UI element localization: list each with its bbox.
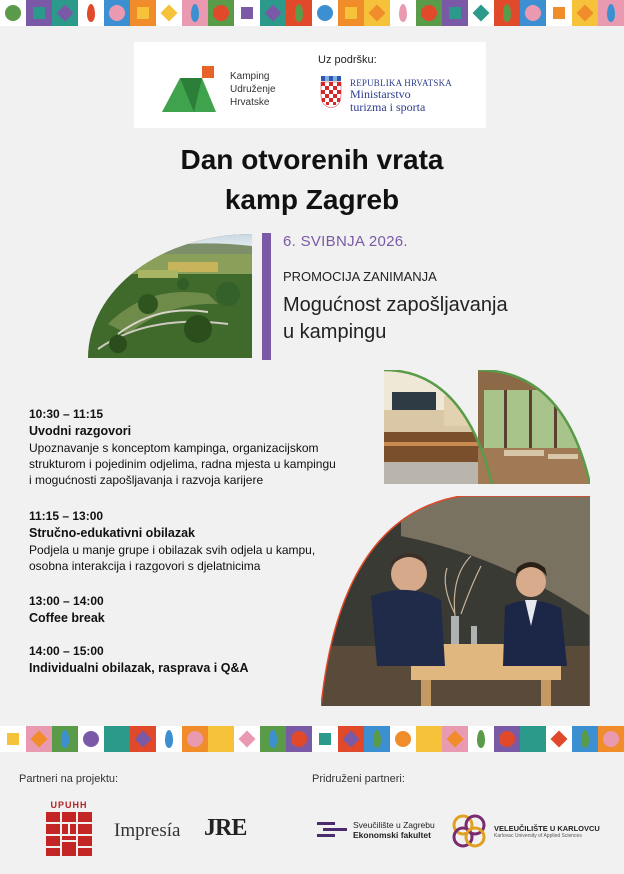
decorative-tile-shape bbox=[369, 5, 386, 22]
decorative-tile bbox=[104, 726, 130, 752]
decorative-tile bbox=[572, 0, 598, 26]
decorative-tile-shape bbox=[191, 4, 199, 22]
decorative-tile-shape bbox=[551, 731, 568, 748]
decorative-tile bbox=[104, 0, 130, 26]
schedule-title: Stručno-edukativni obilazak bbox=[29, 526, 196, 540]
decorative-tile bbox=[26, 726, 52, 752]
decorative-tile bbox=[0, 0, 26, 26]
event-category: PROMOCIJA ZANIMANJA bbox=[283, 269, 437, 284]
decorative-tile-shape bbox=[503, 4, 511, 22]
decorative-tile-shape bbox=[295, 4, 303, 22]
decorative-tile-shape bbox=[399, 4, 407, 22]
decorative-tile bbox=[130, 726, 156, 752]
upuhh-logo-text: UPUHH bbox=[50, 800, 88, 810]
decorative-tile-shape bbox=[31, 731, 48, 748]
decorative-tile-shape bbox=[265, 5, 282, 22]
schedule-description bbox=[29, 542, 315, 574]
schedule-description bbox=[29, 440, 336, 488]
decorative-tile bbox=[156, 726, 182, 752]
decorative-tile-shape bbox=[215, 733, 227, 745]
decorative-tile-shape bbox=[581, 730, 589, 748]
decorative-tile bbox=[78, 726, 104, 752]
unizg-logo-line: Ekonomski fakultet bbox=[353, 830, 431, 840]
decorative-tile-shape bbox=[187, 731, 203, 747]
unizg-efzg-logo bbox=[317, 820, 435, 843]
decorative-tile bbox=[156, 0, 182, 26]
ministry-name-line2: turizma i sporta bbox=[350, 100, 426, 114]
decorative-tile bbox=[52, 0, 78, 26]
event-date: 6. SVIBNJA 2026. bbox=[283, 233, 408, 250]
unizg-logo-icon bbox=[317, 822, 347, 838]
decorative-tile bbox=[364, 726, 390, 752]
decorative-tile bbox=[234, 0, 260, 26]
decorative-tile bbox=[468, 0, 494, 26]
schedule-item bbox=[29, 406, 336, 488]
schedule-time: 14:00 – 15:00 bbox=[29, 644, 104, 658]
vuka-logo-icon bbox=[450, 812, 488, 850]
decorative-tile bbox=[390, 726, 416, 752]
decorative-tile bbox=[338, 726, 364, 752]
decorative-tile bbox=[546, 726, 572, 752]
schedule-time: 10:30 – 11:15 bbox=[29, 407, 104, 421]
unizg-logo-text bbox=[353, 820, 435, 840]
schedule-description-line: strukturom i pojedinim odjelima, radna mjesta u kampingu bbox=[29, 457, 336, 471]
ministry-logo-text bbox=[350, 78, 452, 114]
kamping-udruzenje-logo-icon bbox=[160, 66, 222, 116]
schedule-title: Individualni obilazak, rasprava i Q&A bbox=[29, 661, 249, 675]
decorative-tile bbox=[468, 726, 494, 752]
jre-logo: JRE bbox=[204, 815, 247, 841]
schedule-description-line: Podjela u manje grupe i obilazak svih odjela u kampu, bbox=[29, 543, 316, 557]
decorative-tile-shape bbox=[603, 731, 619, 747]
decorative-tile-shape bbox=[319, 733, 331, 745]
decorative-tile bbox=[494, 726, 520, 752]
decorative-tile-shape bbox=[57, 5, 74, 22]
decorative-tile bbox=[208, 0, 234, 26]
kamping-logo-line: Hrvatske bbox=[230, 97, 270, 108]
decorative-tile-shape bbox=[395, 731, 411, 747]
decorative-tile-shape bbox=[577, 5, 594, 22]
decorative-tile bbox=[416, 0, 442, 26]
schedule-time: 11:15 – 13:00 bbox=[29, 509, 104, 523]
decorative-tile bbox=[598, 0, 624, 26]
decorative-tile-shape bbox=[473, 5, 490, 22]
event-headline bbox=[283, 292, 573, 346]
decorative-tile-shape bbox=[553, 7, 565, 19]
decorative-pattern-band-bottom bbox=[0, 726, 624, 752]
decorative-tile bbox=[182, 726, 208, 752]
decorative-tile-shape bbox=[499, 731, 515, 747]
decorative-tile-shape bbox=[421, 5, 437, 21]
support-label: Uz podršku: bbox=[318, 54, 377, 66]
project-partners-label: Partneri na projektu: bbox=[19, 773, 119, 785]
decorative-tile-shape bbox=[213, 5, 229, 21]
vuka-logo-text bbox=[494, 824, 600, 839]
sponsor-logo-panel bbox=[134, 42, 486, 128]
decorative-tile bbox=[520, 0, 546, 26]
decorative-tile-shape bbox=[161, 5, 178, 22]
decorative-tile bbox=[416, 726, 442, 752]
decorative-tile-shape bbox=[373, 730, 381, 748]
page-title-line: Dan otvorenih vrata bbox=[180, 144, 444, 175]
decorative-tile bbox=[364, 0, 390, 26]
schedule-title: Uvodni razgovori bbox=[29, 424, 132, 438]
schedule-description-line: i mogućnosti zapošljavanja i razvoja karijere bbox=[29, 473, 264, 487]
decorative-tile bbox=[338, 0, 364, 26]
decorative-tile bbox=[572, 726, 598, 752]
decorative-tile-shape bbox=[87, 4, 95, 22]
decorative-tile-shape bbox=[33, 7, 45, 19]
schedule-description-line: osobna interakcija i razgovori s djelatnicima bbox=[29, 559, 261, 573]
decorative-tile-shape bbox=[83, 731, 99, 747]
kamping-logo-line: Kamping bbox=[230, 71, 270, 82]
vuka-logo bbox=[450, 812, 600, 855]
decorative-tile-shape bbox=[447, 731, 464, 748]
ministry-country: REPUBLIKA HRVATSKA bbox=[350, 78, 452, 88]
vuka-logo-line: Karlovac University of Applied Sciences bbox=[494, 833, 582, 839]
upuhh-logo bbox=[46, 800, 92, 861]
decorative-tile-shape bbox=[135, 731, 152, 748]
upuhh-logo-icon bbox=[46, 812, 92, 856]
decorative-tile bbox=[442, 726, 468, 752]
associated-partners-label: Pridruženi partneri: bbox=[312, 773, 405, 785]
decorative-tile-shape bbox=[239, 731, 256, 748]
decorative-tile bbox=[130, 0, 156, 26]
unizg-logo-line: Sveučilište u Zagrebu bbox=[353, 820, 435, 830]
ministry-name-line1: Ministarstvo bbox=[350, 87, 411, 101]
decorative-tile-shape bbox=[269, 730, 277, 748]
decorative-tile bbox=[442, 0, 468, 26]
decorative-tile-shape bbox=[449, 7, 461, 19]
decorative-tile bbox=[390, 0, 416, 26]
decorative-tile-shape bbox=[61, 730, 69, 748]
decorative-tile bbox=[286, 0, 312, 26]
decorative-tile-shape bbox=[291, 731, 307, 747]
decorative-tile bbox=[286, 726, 312, 752]
decorative-tile bbox=[208, 726, 234, 752]
schedule-item bbox=[29, 643, 249, 676]
decorative-tile-shape bbox=[165, 730, 173, 748]
schedule-description-line: Upoznavanje s konceptom kampinga, organizacijskom bbox=[29, 441, 319, 455]
schedule-item bbox=[29, 508, 315, 574]
decorative-tile-shape bbox=[343, 731, 360, 748]
kamping-logo-line: Udruženje bbox=[230, 84, 276, 95]
decorative-tile-shape bbox=[241, 7, 253, 19]
decorative-tile-shape bbox=[607, 4, 615, 22]
aerial-campsite-photo bbox=[88, 234, 252, 358]
accent-bar bbox=[262, 233, 271, 360]
decorative-tile bbox=[26, 0, 52, 26]
decorative-tile-shape bbox=[477, 730, 485, 748]
decorative-tile bbox=[182, 0, 208, 26]
page-title bbox=[0, 140, 624, 220]
hosts-at-table-photo bbox=[321, 496, 590, 706]
decorative-tile bbox=[598, 726, 624, 752]
event-headline-line: Mogućnost zapošljavanja bbox=[283, 294, 508, 316]
decorative-tile bbox=[312, 726, 338, 752]
schedule-title: Coffee break bbox=[29, 611, 105, 625]
decorative-tile bbox=[312, 0, 338, 26]
decorative-tile bbox=[260, 726, 286, 752]
croatian-coat-of-arms-icon bbox=[320, 76, 342, 108]
schedule-time: 13:00 – 14:00 bbox=[29, 594, 104, 608]
decorative-pattern-band-top bbox=[0, 0, 624, 26]
decorative-tile bbox=[52, 726, 78, 752]
decorative-tile bbox=[260, 0, 286, 26]
decorative-tile bbox=[546, 0, 572, 26]
decorative-tile-shape bbox=[7, 733, 19, 745]
event-headline-line: u kampingu bbox=[283, 321, 387, 343]
decorative-tile bbox=[494, 0, 520, 26]
decorative-tile-shape bbox=[527, 733, 539, 745]
decorative-tile-shape bbox=[109, 5, 125, 21]
decorative-tile-shape bbox=[317, 5, 333, 21]
decorative-tile bbox=[0, 726, 26, 752]
decorative-tile-shape bbox=[423, 733, 435, 745]
decorative-tile-shape bbox=[345, 7, 357, 19]
decorative-tile-shape bbox=[525, 5, 541, 21]
decorative-tile bbox=[234, 726, 260, 752]
impresia-logo: Impresía bbox=[114, 820, 181, 841]
kamping-logo-text bbox=[230, 70, 276, 109]
reception-interior-photo bbox=[384, 370, 590, 484]
decorative-tile bbox=[78, 0, 104, 26]
decorative-tile-shape bbox=[137, 7, 149, 19]
vuka-logo-line: VELEUČILIŠTE U KARLOVCU bbox=[494, 824, 600, 833]
decorative-tile-shape bbox=[111, 733, 123, 745]
decorative-tile-shape bbox=[5, 5, 21, 21]
decorative-tile bbox=[520, 726, 546, 752]
schedule-item bbox=[29, 593, 105, 626]
page-title-line: kamp Zagreb bbox=[224, 184, 400, 215]
